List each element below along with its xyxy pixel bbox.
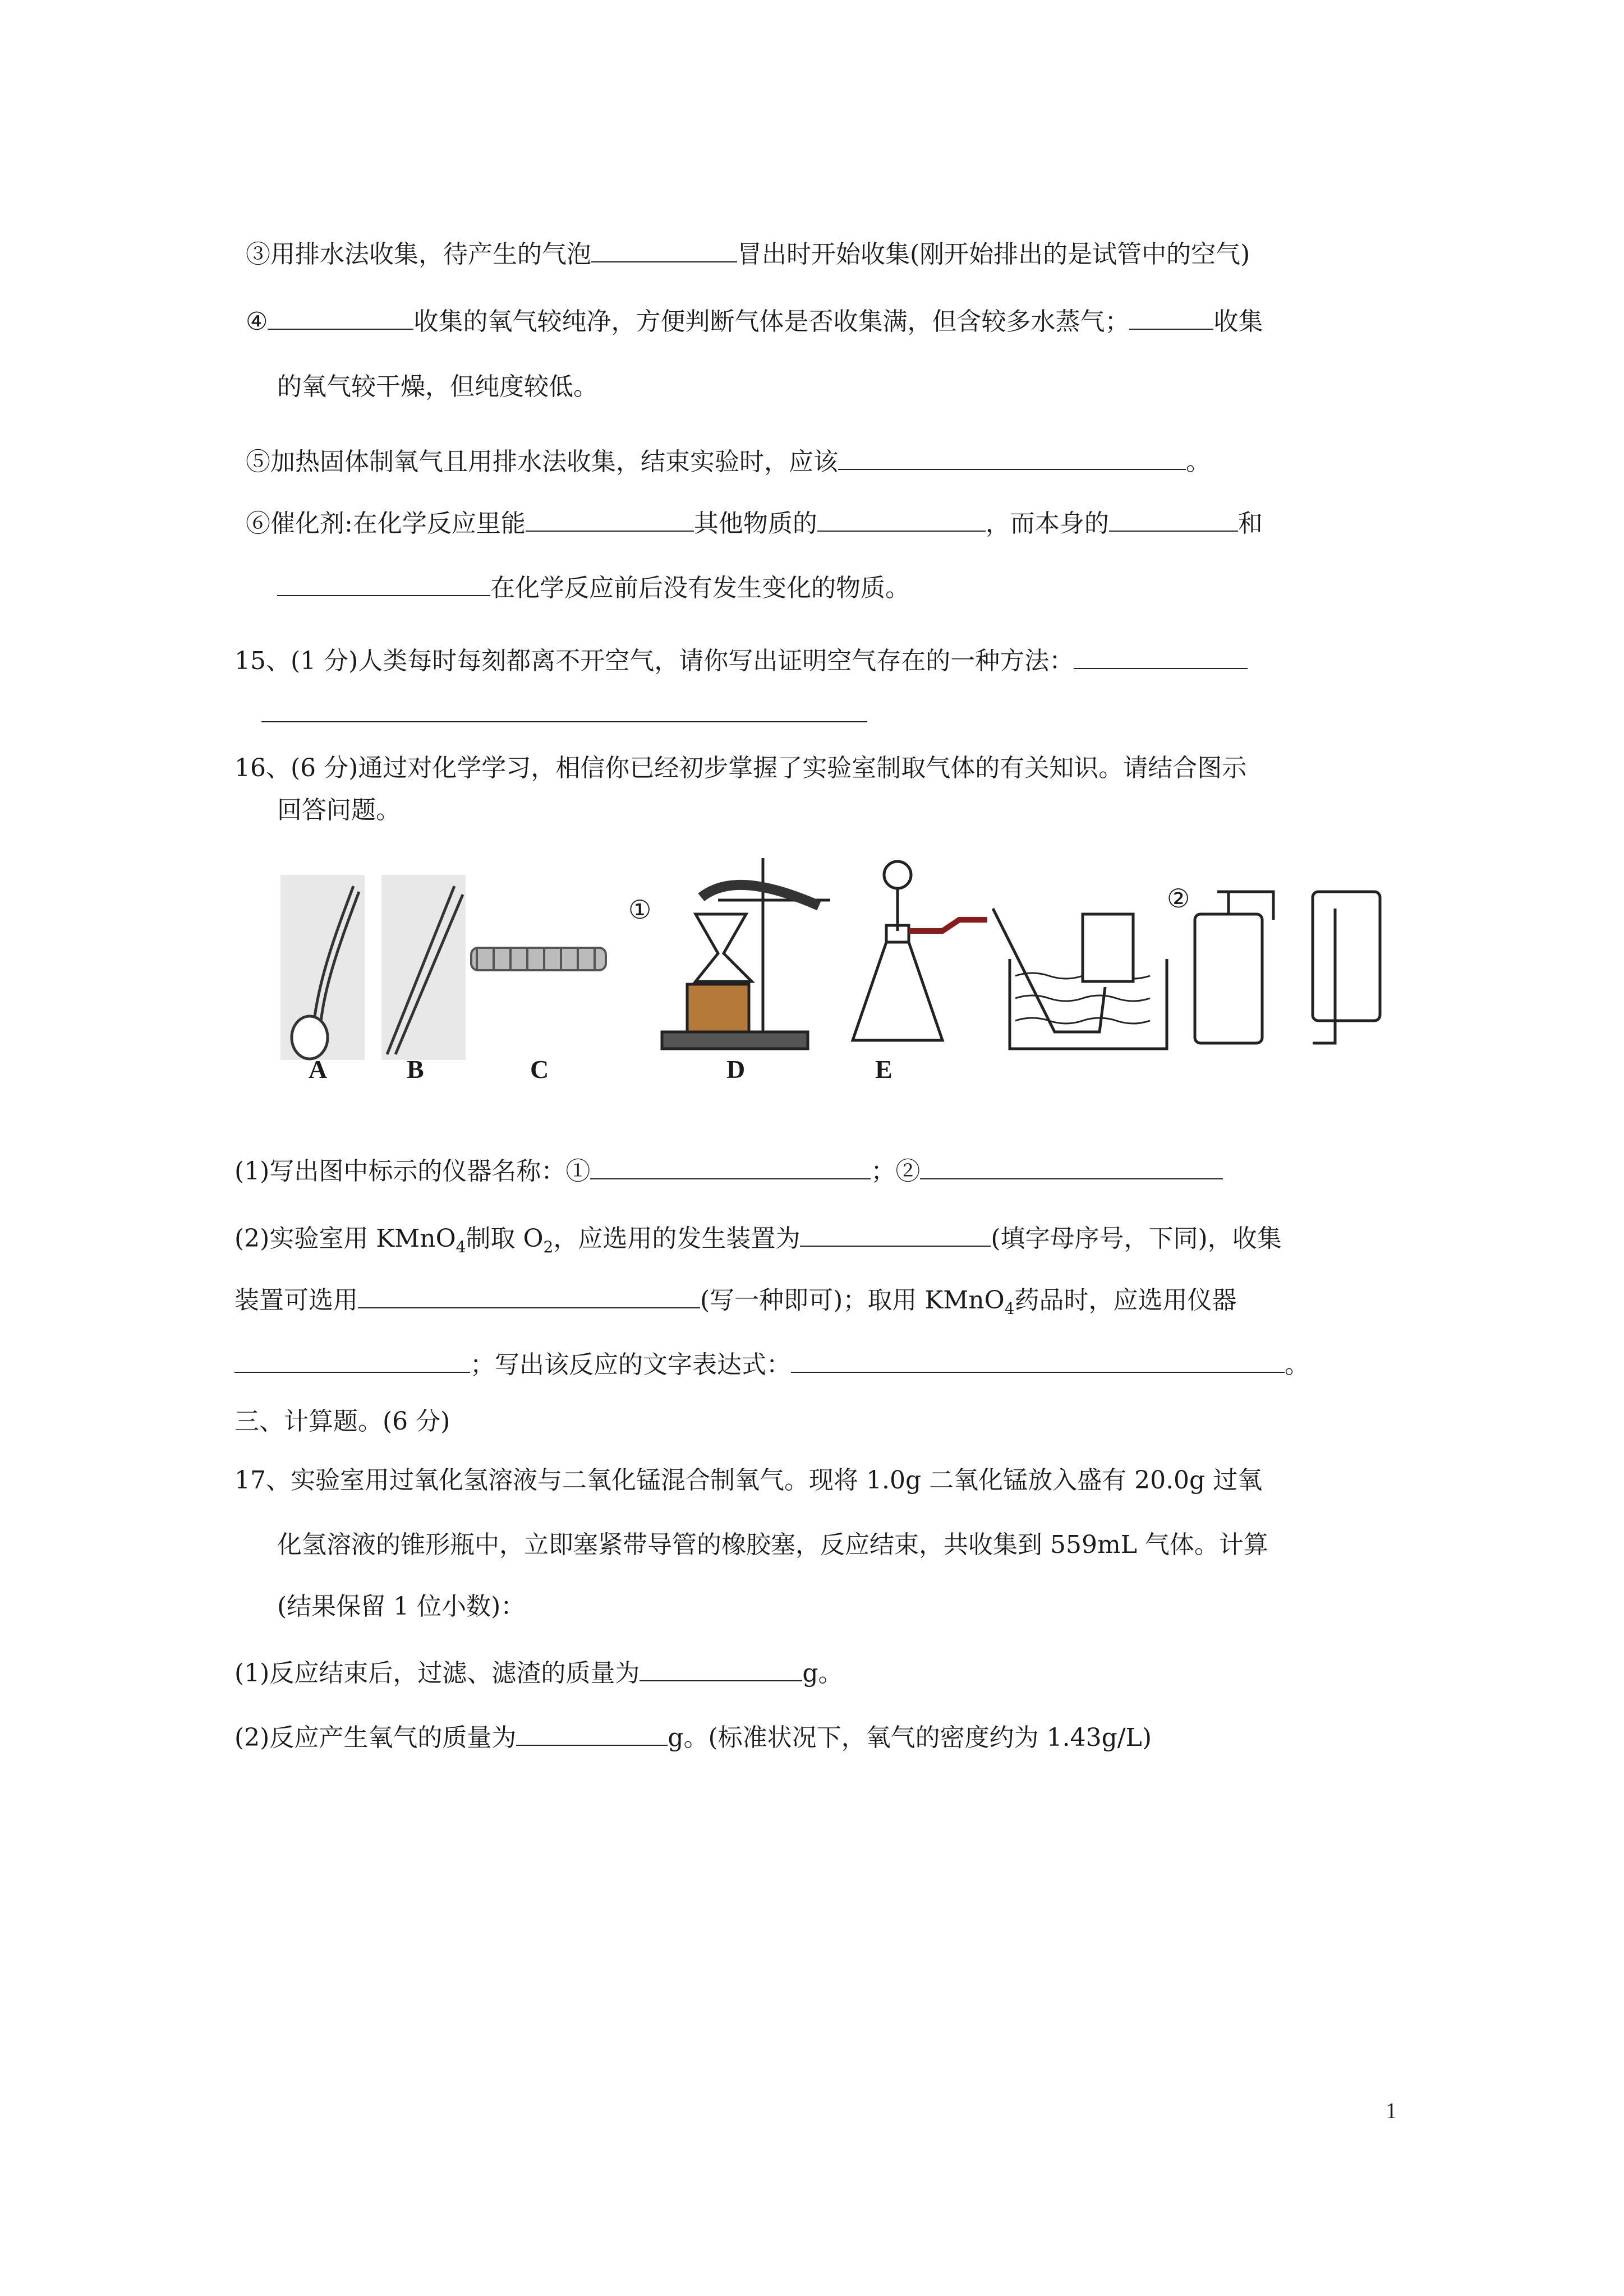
answer-blank[interactable] xyxy=(261,695,867,722)
answer-blank[interactable] xyxy=(1109,505,1238,532)
text: (1)反应结束后，过滤、滤渣的质量为 xyxy=(234,1659,640,1688)
question-16 xyxy=(234,751,1246,785)
text: ，而本身的 xyxy=(985,509,1109,538)
subscript: 2 xyxy=(543,1238,554,1256)
question-16-1 xyxy=(234,1152,1223,1188)
question-16-cont xyxy=(277,794,401,827)
answer-blank[interactable] xyxy=(838,443,1186,470)
conical-flask-icon xyxy=(853,861,987,1040)
answer-blank[interactable] xyxy=(277,569,490,596)
answer-blank[interactable] xyxy=(800,1220,991,1247)
text: 在化学反应前后没有发生变化的物质。 xyxy=(490,574,910,602)
answer-blank[interactable] xyxy=(791,1346,1285,1373)
figure-label-b: B xyxy=(407,1055,424,1084)
question-17 xyxy=(234,1464,1262,1497)
subscript: 4 xyxy=(1004,1299,1015,1318)
text: 化氢溶液的锥形瓶中，立即塞紧带导管的橡胶塞，反应结束，共收集到 559mL 气体。计算 xyxy=(277,1530,1268,1559)
text: 的氧气较干燥，但纯度较低。 xyxy=(277,372,598,401)
page-number: 1 xyxy=(1386,2098,1397,2123)
text: 17、实验室用过氧化氢溶液与二氧化锰混合制氧气。现将 1.0g 二氧化锰放入盛有 20.0g 过氧 xyxy=(234,1466,1263,1495)
answer-blank[interactable] xyxy=(1074,642,1248,669)
text: ，应选用的发生装置为 xyxy=(553,1224,801,1253)
apparatus-figure xyxy=(269,852,1414,1094)
text: (2)反应产生氧气的质量为 xyxy=(234,1723,517,1752)
figure-label-a: A xyxy=(309,1055,328,1084)
heating-apparatus-icon xyxy=(662,858,830,1049)
text: 药品时，应选用仪器 xyxy=(1014,1286,1237,1315)
text: 15、(1 分)人类每时每刻都离不开空气，请你写出证明空气存在的一种方法： xyxy=(234,647,1074,675)
figure-label-c: C xyxy=(530,1055,549,1084)
figure-marker-1: ① xyxy=(628,896,652,924)
answer-blank[interactable] xyxy=(526,505,694,532)
answer-blank[interactable] xyxy=(920,1152,1223,1179)
answer-blank[interactable] xyxy=(817,505,986,532)
answer-blank[interactable] xyxy=(1129,303,1213,330)
question-15-blank-line xyxy=(261,695,867,731)
text: (结果保留 1 位小数)： xyxy=(277,1592,526,1621)
text: (1)写出图中标示的仪器名称：① xyxy=(234,1157,591,1186)
text: 和 xyxy=(1237,509,1263,538)
text: (填字母序号，下同)，收集 xyxy=(991,1224,1282,1253)
answer-blank[interactable] xyxy=(640,1654,802,1681)
text-line-3 xyxy=(246,236,1250,271)
figure-marker-2: ② xyxy=(1167,884,1190,913)
text: ④ xyxy=(246,307,268,336)
answer-blank[interactable] xyxy=(590,1152,871,1179)
text-line-6 xyxy=(246,505,1263,541)
figure-label-d: D xyxy=(726,1055,746,1084)
text-line-5 xyxy=(246,443,1211,479)
gas-bottle-icon xyxy=(1195,892,1273,1043)
answer-blank[interactable] xyxy=(268,303,413,330)
medicine-spoon-icon xyxy=(280,875,365,1060)
test-tube-brush-icon xyxy=(471,948,606,970)
question-15 xyxy=(234,642,1248,678)
answer-blank[interactable] xyxy=(234,1346,470,1373)
text: ③用排水法收集，待产生的气泡 xyxy=(246,240,591,269)
figure-label-e: E xyxy=(875,1055,892,1084)
text-line-6-cont xyxy=(277,569,910,605)
text-line-4-cont xyxy=(277,370,598,404)
text: ；写出该反应的文字表达式： xyxy=(470,1350,791,1379)
question-17-cont2 xyxy=(277,1590,525,1624)
answer-blank[interactable] xyxy=(358,1281,700,1308)
text: g。 xyxy=(802,1659,843,1688)
text: ⑥催化剂:在化学反应里能 xyxy=(246,509,526,538)
text: 收集的氧气较纯净，方便判断气体是否收集满，但含较多水蒸气； xyxy=(413,307,1130,336)
text-line-4 xyxy=(246,303,1263,339)
text: 制取 O xyxy=(466,1224,544,1253)
question-17-2 xyxy=(234,1719,1152,1755)
water-trough-icon xyxy=(993,909,1167,1049)
text: 16、(6 分)通过对化学学习，相信你已经初步掌握了实验室制取气体的有关知识。请结合图示 xyxy=(234,754,1247,782)
text: 装置可选用 xyxy=(234,1286,358,1315)
text: ；② xyxy=(871,1157,921,1186)
text: 。 xyxy=(1285,1350,1309,1379)
apparatus-drawing xyxy=(269,852,1414,1094)
subscript: 4 xyxy=(456,1238,466,1256)
question-17-cont xyxy=(277,1528,1268,1562)
text: (2)实验室用 KMnO xyxy=(234,1224,456,1253)
text: 。 xyxy=(1186,448,1211,476)
section-heading-3 xyxy=(234,1405,450,1439)
text: 收集 xyxy=(1213,307,1263,336)
question-16-2 xyxy=(234,1220,1282,1264)
text: 冒出时开始收集(刚开始排出的是试管中的空气) xyxy=(737,240,1250,269)
answer-blank[interactable] xyxy=(591,236,737,262)
text: (写一种即可)；取用 KMnO xyxy=(700,1286,1005,1315)
tweezers-icon xyxy=(381,875,466,1060)
text: 回答问题。 xyxy=(277,796,401,824)
question-17-1 xyxy=(234,1654,843,1690)
inverted-bottle-icon xyxy=(1313,892,1380,1043)
answer-blank[interactable] xyxy=(516,1719,668,1746)
question-16-2-cont xyxy=(234,1281,1236,1326)
question-16-2-cont2 xyxy=(234,1346,1309,1382)
text: 其他物质的 xyxy=(693,509,817,538)
text: ⑤加热固体制氧气且用排水法收集，结束实验时，应该 xyxy=(246,448,838,476)
text: 三、计算题。(6 分) xyxy=(234,1407,450,1436)
text: g。(标准状况下，氧气的密度约为 1.43g/L) xyxy=(668,1723,1152,1752)
